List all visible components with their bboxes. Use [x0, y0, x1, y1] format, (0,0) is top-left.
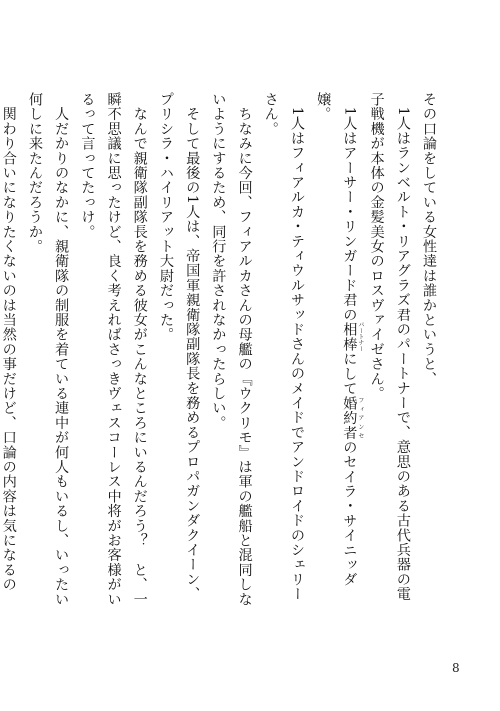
ruby-fiancee — [341, 395, 364, 440]
ruby-partner-base: 相棒 — [341, 321, 358, 352]
paragraph-3-after: のセイラ・サイニッダ嬢。 — [315, 92, 358, 587]
ruby-fiancee-reading: フィアンセ — [356, 395, 364, 440]
paragraph-3 — [310, 92, 363, 612]
paragraph-2: 1人はランベルト・リアグラズ君のパートナーで、意思のある古代兵器の電子戦機が本体の金髪美女のロスヴァイゼさん。 — [368, 92, 411, 602]
paragraph-7: なんで親衛隊副隊長を務める彼女がこんなところにいるんだろう？ と、一瞬不思議に思ったけど、良く考えればさっきヴェスコーレス中将がお客様がいるって言ってたっけ。 — [79, 92, 148, 607]
paragraph-9 — [0, 92, 22, 612]
ruby-partner-reading: パートナー — [356, 321, 364, 352]
paragraph-3-middle: にして — [341, 351, 358, 396]
paragraph-8: 人だかりのなかに、親衛隊の制服を着ている連中が何人もいるし、いったい何しに来たんだろうか。 — [26, 92, 70, 607]
paragraph-5: ちなみに今回、フィアルカさんの母艦の『ウクリモ』は軍の艦船と混同しないようにするため、同行を許されなかったらしい。 — [210, 92, 253, 607]
ruby-fiancee-base: 婚約者 — [341, 395, 358, 440]
ruby-partner — [341, 321, 364, 352]
vertical-text-body — [0, 92, 442, 612]
page-number: 8 — [452, 661, 460, 675]
paragraph-4: 1人はフィアルカ・ティウルサッドさんのメイドでアンドロイドのシェリーさん。 — [262, 92, 305, 602]
paragraph-6: そして最後の1人は、帝国軍親衛隊副隊長を務めるプロパガンダクイーン、プリシラ・ハイリアット大尉だった。 — [157, 92, 201, 602]
paragraph-3-before: 1人はアーサー・リンガード君の — [341, 92, 358, 323]
paragraph-9-before: 関わり合いになりたくないのは当然の事だけど、口論の内容は気になるの — [0, 106, 17, 592]
paragraph-1: その口論をしている女性達は誰かというと、 — [421, 92, 437, 386]
